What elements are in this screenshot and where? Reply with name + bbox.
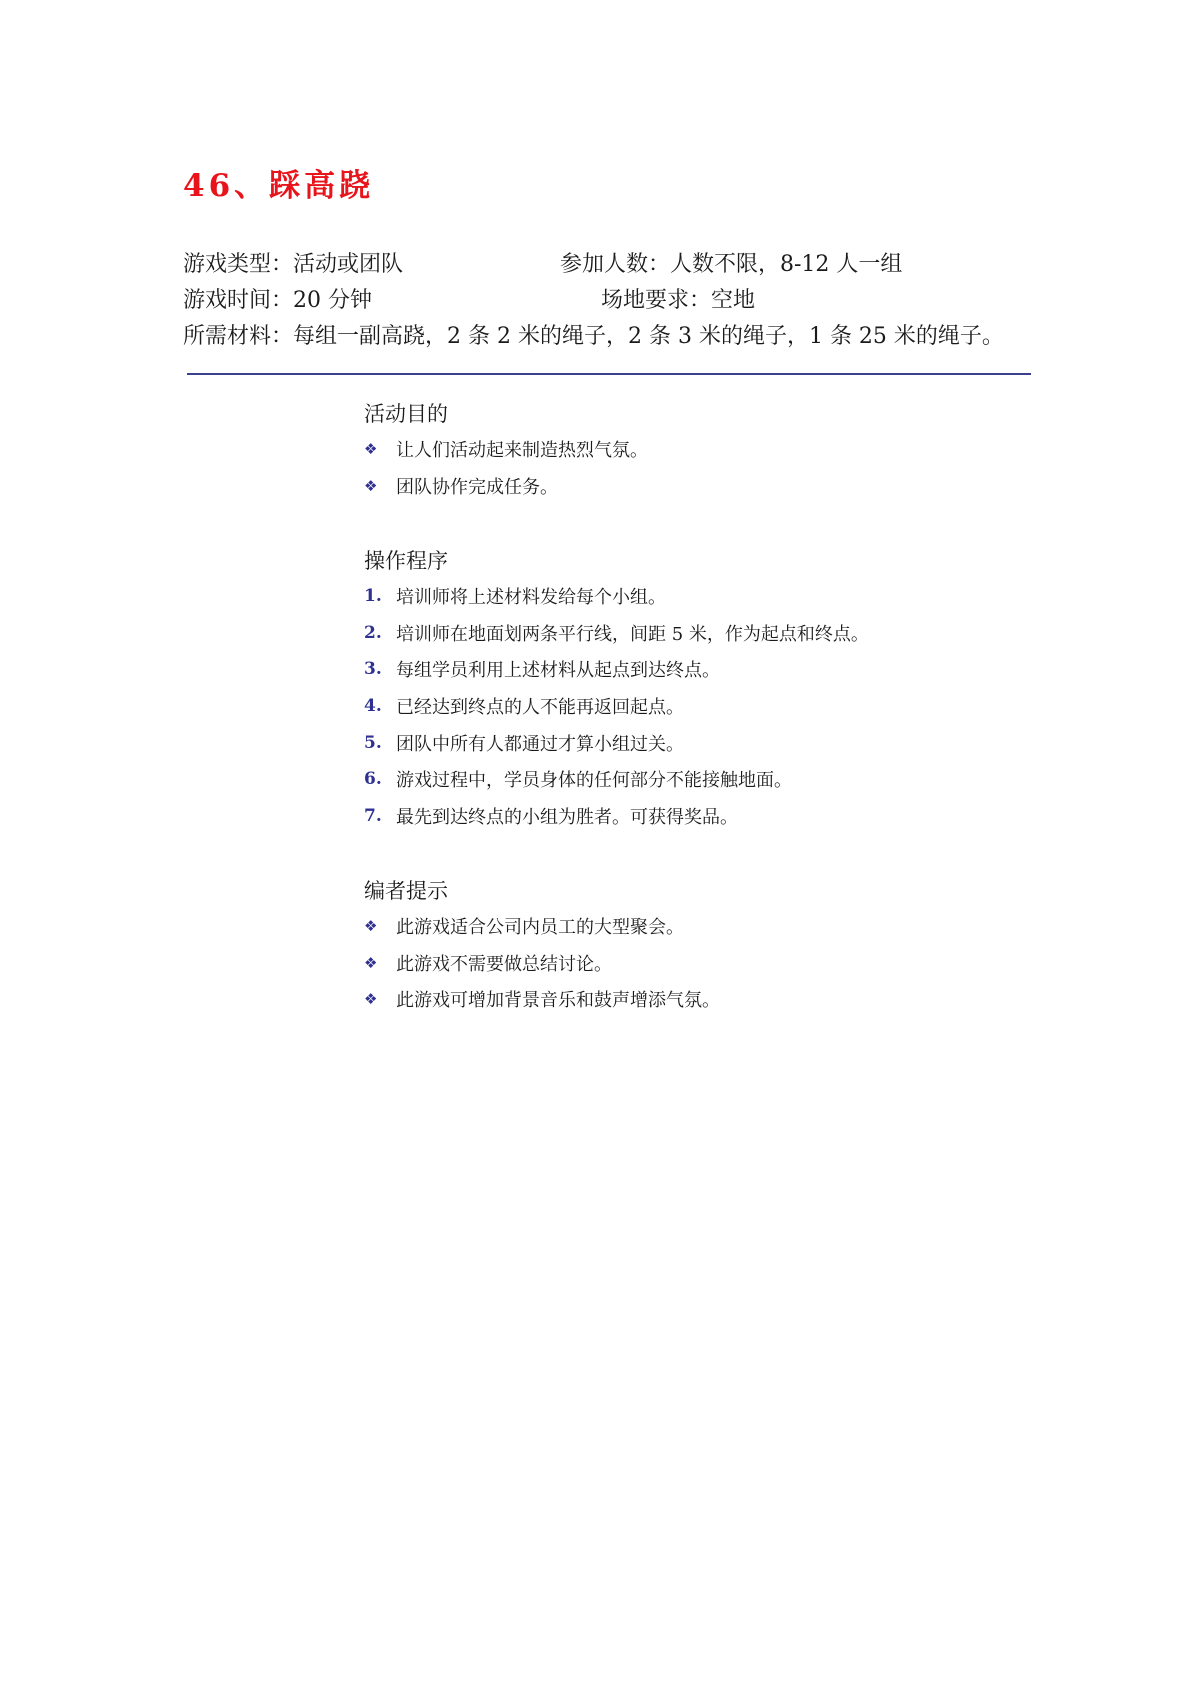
list-item xyxy=(364,651,869,688)
list-item xyxy=(364,615,869,652)
list-item xyxy=(364,798,869,835)
section-divider xyxy=(187,373,1031,375)
diamond-bullet-icon: ❖ xyxy=(364,953,378,972)
step-number: 5. xyxy=(364,732,382,753)
diamond-bullet-icon: ❖ xyxy=(364,476,378,495)
step-text: 培训师将上述材料发给每个小组。 xyxy=(396,587,666,609)
purpose-text: 让人们活动起来制造热烈气氛。 xyxy=(396,440,648,462)
step-text: 最先到达终点的小组为胜者。可获得奖品。 xyxy=(396,806,738,828)
list-item xyxy=(364,688,869,725)
procedure-heading: 操作程序 xyxy=(364,549,448,573)
step-number: 2. xyxy=(364,622,382,643)
step-number: 7. xyxy=(364,805,382,826)
notes-heading: 编者提示 xyxy=(364,879,448,903)
note-text: 此游戏适合公司内员工的大型聚会。 xyxy=(396,917,684,939)
notes-list xyxy=(364,908,720,1018)
list-item xyxy=(364,945,720,982)
participants-count: 参加人数：人数不限，8-12 人一组 xyxy=(560,252,903,277)
list-item xyxy=(364,761,869,798)
step-number: 6. xyxy=(364,769,382,790)
purpose-text: 团队协作完成任务。 xyxy=(396,476,558,498)
list-item xyxy=(364,981,720,1018)
list-item xyxy=(364,431,648,468)
diamond-bullet-icon: ❖ xyxy=(364,917,378,936)
step-text: 每组学员利用上述材料从起点到达终点。 xyxy=(396,660,720,682)
step-number: 1. xyxy=(364,586,382,607)
purpose-heading: 活动目的 xyxy=(364,402,448,426)
diamond-bullet-icon: ❖ xyxy=(364,440,378,459)
diamond-bullet-icon: ❖ xyxy=(364,990,378,1009)
step-text: 培训师在地面划两条平行线，间距 5 米，作为起点和终点。 xyxy=(396,623,869,645)
list-item xyxy=(364,724,869,761)
list-item xyxy=(364,578,869,615)
required-materials: 所需材料：每组一副高跷，2 条 2 米的绳子，2 条 3 米的绳子，1 条 25 米的绳子。 xyxy=(183,324,1004,349)
list-item xyxy=(364,908,720,945)
step-text: 游戏过程中，学员身体的任何部分不能接触地面。 xyxy=(396,770,792,792)
game-type: 游戏类型：活动或团队 xyxy=(183,252,404,277)
venue-requirement: 场地要求：空地 xyxy=(601,288,756,313)
note-text: 此游戏可增加背景音乐和鼓声增添气氛。 xyxy=(396,990,720,1012)
step-number: 3. xyxy=(364,659,382,680)
step-text: 团队中所有人都通过才算小组过关。 xyxy=(396,733,684,755)
list-item xyxy=(364,468,648,505)
step-text: 已经达到终点的人不能再返回起点。 xyxy=(396,697,684,719)
purpose-list xyxy=(364,431,648,504)
page-title: 46、踩高跷 xyxy=(183,168,375,204)
note-text: 此游戏不需要做总结讨论。 xyxy=(396,953,612,975)
procedure-list xyxy=(364,578,869,834)
step-number: 4. xyxy=(364,696,382,717)
game-time: 游戏时间：20 分钟 xyxy=(183,288,372,313)
